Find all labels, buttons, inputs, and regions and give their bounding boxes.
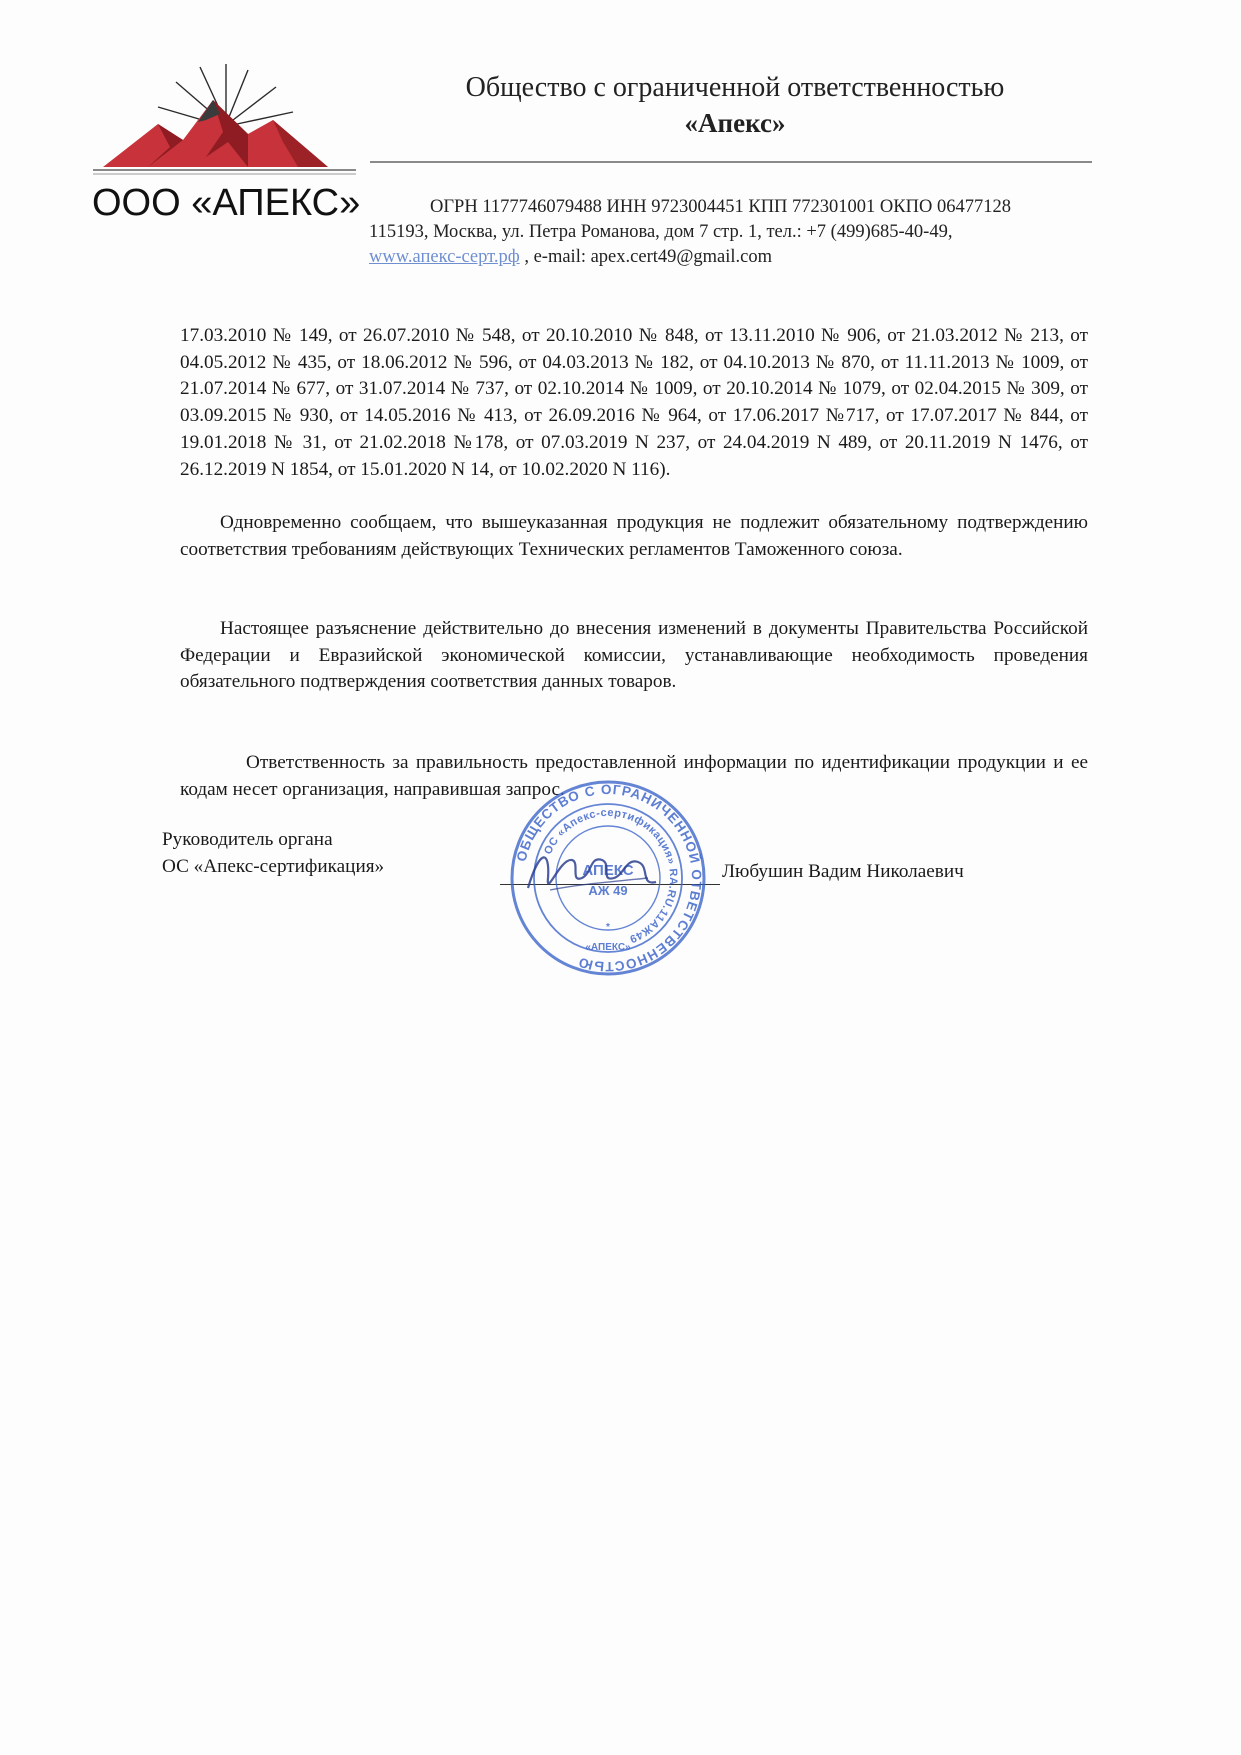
address-line: 115193, Москва, ул. Петра Романова, дом 7 стр. 1, тел.: +7 (499)685-40-49,: [369, 222, 953, 242]
company-logo: [88, 62, 360, 232]
registration-numbers: ОГРН 1177746079488 ИНН 9723004451 КПП 772301001 ОКПО 06477128: [430, 197, 1011, 217]
stamp-center-code: АЖ 49: [588, 883, 628, 898]
svg-text:*: *: [606, 922, 610, 933]
signatory-title: [162, 827, 384, 880]
signatory-name: Любушин Вадим Николаевич: [722, 861, 964, 882]
logo-text: ООО «АПЕКС»: [92, 182, 361, 224]
signatory-title-line-1: Руководитель органа: [162, 829, 333, 850]
contact-line: [369, 247, 1099, 268]
stamp-outer-text: ОБЩЕСТВО С ОГРАНИЧЕННОЙ ОТВЕТСТВЕННОСТЬЮ: [513, 781, 705, 975]
organization-name: «Апекс»: [684, 108, 786, 138]
stamp-inner-text: ОС «Апекс-сертификация» RA.RU.11АЖ49: [542, 806, 680, 945]
paragraph-notice: Одновременно сообщаем, что вышеуказанная продукция не подлежит обязательному подтверждению соответствия требованиям действующих Технических регламентов Таможенного союза.: [180, 512, 1088, 560]
mountain-logo-icon: [88, 62, 360, 182]
stamp-bottom-text: «АПЕКС»: [585, 942, 631, 953]
stamp-center-name: АПЕКС: [582, 862, 634, 879]
handwritten-signature-icon: [520, 838, 670, 908]
header-divider: [370, 161, 1092, 163]
paragraph-responsibility: Ответственность за правильность предоставленной информации по идентификации продукции и ее кодам несет организация, направившая запрос.: [180, 752, 1088, 800]
paragraph-regulations: 17.03.2010 № 149, от 26.07.2010 № 548, от 20.10.2010 № 848, от 13.11.2010 № 906, от 21.03.2012 № 213, от 04.05.2012 № 435, от 18.06.2012 № 596, от 04.03.2013 № 182, от 04.10.2013 № 870, от 11.11.2013 № 1009, от 21.07.2014 № 677, от 31.07.2014 № 737, от 02.10.2014 № 1009, от 20.10.2014 № 1079, от 02.04.2015 № 309, от 03.09.2015 № 930, от 14.05.2016 № 413, от 26.09.2016 № 964, от 17.06.2017 №717, от 17.07.2017 № 844, от 19.01.2018 № 31, от 21.02.2018 №178, от 07.03.2019 N 237, от 24.04.2019 N 489, от 20.11.2019 N 1476, от 26.12.2019 N 1854, от 15.01.2020 N 14, от 10.02.2020 N 116).: [180, 325, 1088, 480]
paragraph-validity: Настоящее разъяснение действительно до внесения изменений в документы Правительства Российской Федерации и Евразийской экономической комиссии, устанавливающие необходимость проведения обязательного подтверждения соответствия данных товаров.: [180, 618, 1088, 693]
website-link[interactable]: www.апекс-серт.рф: [369, 247, 520, 267]
email-text: , e-mail: apex.cert49@gmail.com: [519, 247, 773, 267]
signatory-title-line-2: ОС «Апекс-сертификация»: [162, 855, 385, 877]
organization-title: Общество с ограниченной ответственностью: [465, 72, 1005, 103]
